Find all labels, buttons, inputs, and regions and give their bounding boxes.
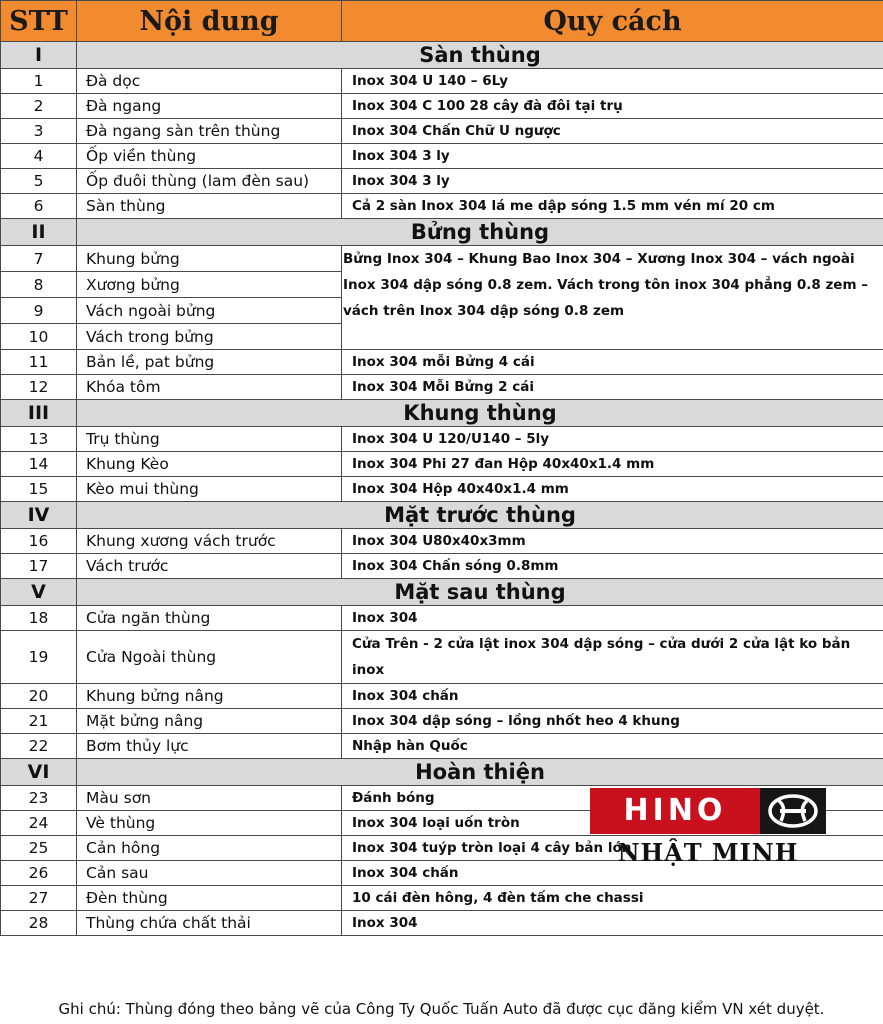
row-spec: Cả 2 sàn Inox 304 lá me dập sóng 1.5 mm vén mí 20 cm <box>342 194 883 219</box>
section-number: IV <box>1 502 77 529</box>
table-row <box>1 427 883 452</box>
row-number: 23 <box>1 786 77 811</box>
row-item-name: Ốp viền thùng <box>77 144 342 169</box>
row-number: 3 <box>1 119 77 144</box>
row-number: 6 <box>1 194 77 219</box>
row-number: 9 <box>1 298 77 324</box>
row-item-name: Vách trước <box>77 554 342 579</box>
row-item-name: Thùng chứa chất thải <box>77 911 342 936</box>
row-spec: Inox 304 <box>342 911 883 936</box>
row-item-name: Cửa Ngoài thùng <box>77 631 342 684</box>
row-number: 11 <box>1 350 77 375</box>
row-number: 16 <box>1 529 77 554</box>
row-item-name: Đà ngang sàn trên thùng <box>77 119 342 144</box>
table-row <box>1 119 883 144</box>
row-item-name: Khung Kèo <box>77 452 342 477</box>
row-item-name: Cửa ngăn thùng <box>77 606 342 631</box>
row-item-name: Màu sơn <box>77 786 342 811</box>
row-number: 13 <box>1 427 77 452</box>
section-title: Khung thùng <box>77 400 883 427</box>
row-spec: Cửa Trên - 2 cửa lật inox 304 dập sóng – cửa dưới 2 cửa lật ko bản inox <box>342 631 883 684</box>
row-number: 5 <box>1 169 77 194</box>
footnote: Ghi chú: Thùng đóng theo bảng vẽ của Công Ty Quốc Tuấn Auto đã được cục đăng kiểm VN xét duyệt. <box>58 1000 825 1018</box>
table-row <box>1 169 883 194</box>
row-item-name: Kèo mui thùng <box>77 477 342 502</box>
row-number: 28 <box>1 911 77 936</box>
row-spec: Inox 304 tuýp tròn loại 4 cây bản lớn <box>342 836 883 861</box>
row-spec: Inox 304 Chấn sóng 0.8mm <box>342 554 883 579</box>
section-number: I <box>1 42 77 69</box>
table-row <box>1 69 883 94</box>
row-spec: Inox 304 3 ly <box>342 144 883 169</box>
row-item-name: Khung xương vách trước <box>77 529 342 554</box>
row-item-name: Đà dọc <box>77 69 342 94</box>
section-number: II <box>1 219 77 246</box>
row-spec: Inox 304 C 100 28 cây đà đôi tại trụ <box>342 94 883 119</box>
section-header-row <box>1 42 883 69</box>
row-number: 17 <box>1 554 77 579</box>
row-item-name: Xương bửng <box>77 272 342 298</box>
row-item-name: Đà ngang <box>77 94 342 119</box>
row-spec: Inox 304 Chấn Chữ U ngược <box>342 119 883 144</box>
table-row <box>1 631 883 684</box>
row-number: 10 <box>1 324 77 350</box>
row-item-name: Đèn thùng <box>77 886 342 911</box>
row-number: 8 <box>1 272 77 298</box>
table-row <box>1 452 883 477</box>
table-row <box>1 194 883 219</box>
row-spec: Inox 304 dập sóng – lồng nhốt heo 4 khung <box>342 709 883 734</box>
section-header-row <box>1 579 883 606</box>
row-number: 24 <box>1 811 77 836</box>
row-spec: Inox 304 chấn <box>342 861 883 886</box>
row-number: 25 <box>1 836 77 861</box>
row-spec: Inox 304 chấn <box>342 684 883 709</box>
table-row <box>1 554 883 579</box>
row-spec: Đánh bóng <box>342 786 883 811</box>
row-spec: Inox 304 <box>342 606 883 631</box>
row-spec: Inox 304 loại uốn tròn <box>342 811 883 836</box>
row-spec: Inox 304 Hộp 40x40x1.4 mm <box>342 477 883 502</box>
section-number: VI <box>1 759 77 786</box>
section-number: III <box>1 400 77 427</box>
header-noi-dung: Nội dung <box>77 1 342 42</box>
row-item-name: Mặt bửng nâng <box>77 709 342 734</box>
row-spec: Inox 304 Phi 27 đan Hộp 40x40x1.4 mm <box>342 452 883 477</box>
header-quy-cach: Quy cách <box>342 1 883 42</box>
section-title: Sàn thùng <box>77 42 883 69</box>
section-title: Mặt sau thùng <box>77 579 883 606</box>
table-row <box>1 477 883 502</box>
row-number: 15 <box>1 477 77 502</box>
row-item-name: Vè thùng <box>77 811 342 836</box>
table-row <box>1 529 883 554</box>
hino-nhat-minh-logo <box>590 788 826 870</box>
row-item-name: Sàn thùng <box>77 194 342 219</box>
table-row <box>1 246 883 272</box>
section-number: V <box>1 579 77 606</box>
logo-company-name: NHẬT MINH <box>617 838 799 867</box>
row-number: 18 <box>1 606 77 631</box>
row-item-name: Bản lề, pat bửng <box>77 350 342 375</box>
row-number: 26 <box>1 861 77 886</box>
row-spec: 10 cái đèn hông, 4 đèn tấm che chassi <box>342 886 883 911</box>
table-row <box>1 350 883 375</box>
table-row <box>1 734 883 759</box>
row-item-name: Khung bửng <box>77 246 342 272</box>
table-row <box>1 144 883 169</box>
row-item-name: Ốp đuôi thùng (lam đèn sau) <box>77 169 342 194</box>
row-number: 4 <box>1 144 77 169</box>
row-item-name: Khung bửng nâng <box>77 684 342 709</box>
header-stt: STT <box>1 1 77 42</box>
row-spec: Inox 304 3 ly <box>342 169 883 194</box>
row-item-name: Cản hông <box>77 836 342 861</box>
section-title: Mặt trước thùng <box>77 502 883 529</box>
row-spec: Inox 304 U 120/U140 – 5ly <box>342 427 883 452</box>
table-row <box>1 709 883 734</box>
row-number: 19 <box>1 631 77 684</box>
table-row <box>1 684 883 709</box>
section-header-row <box>1 400 883 427</box>
row-spec: Inox 304 Mỗi Bửng 2 cái <box>342 375 883 400</box>
table-row <box>1 375 883 400</box>
row-number: 20 <box>1 684 77 709</box>
table-row <box>1 94 883 119</box>
hino-emblem-icon <box>760 788 826 834</box>
section-header-row <box>1 502 883 529</box>
row-number: 7 <box>1 246 77 272</box>
table-row <box>1 606 883 631</box>
row-number: 14 <box>1 452 77 477</box>
row-number: 21 <box>1 709 77 734</box>
section-header-row <box>1 759 883 786</box>
row-item-name: Bơm thủy lực <box>77 734 342 759</box>
row-number: 2 <box>1 94 77 119</box>
section-header-row <box>1 219 883 246</box>
row-item-name: Cản sau <box>77 861 342 886</box>
row-number: 22 <box>1 734 77 759</box>
logo-brand-text: HINO <box>590 788 760 834</box>
logo-bar <box>590 788 826 834</box>
row-item-name: Khóa tôm <box>77 375 342 400</box>
row-spec: Inox 304 U80x40x3mm <box>342 529 883 554</box>
row-item-name: Vách ngoài bửng <box>77 298 342 324</box>
section-title: Hoàn thiện <box>77 759 883 786</box>
row-number: 12 <box>1 375 77 400</box>
row-number: 27 <box>1 886 77 911</box>
row-item-name: Trụ thùng <box>77 427 342 452</box>
table-header-row <box>1 1 883 42</box>
row-number: 1 <box>1 69 77 94</box>
row-spec-merged: Bửng Inox 304 – Khung Bao Inox 304 – Xương Inox 304 – vách ngoài Inox 304 dập sóng 0.8 zem. Vách trong tôn inox 304 phẳng 0.8 zem – vách trên Inox 304 dập sóng 0.8 zem <box>342 246 883 350</box>
row-spec: Nhập hàn Quốc <box>342 734 883 759</box>
table-row <box>1 886 883 911</box>
table-row <box>1 911 883 936</box>
row-spec: Inox 304 mỗi Bửng 4 cái <box>342 350 883 375</box>
row-item-name: Vách trong bửng <box>77 324 342 350</box>
section-title: Bửng thùng <box>77 219 883 246</box>
row-spec: Inox 304 U 140 – 6Ly <box>342 69 883 94</box>
